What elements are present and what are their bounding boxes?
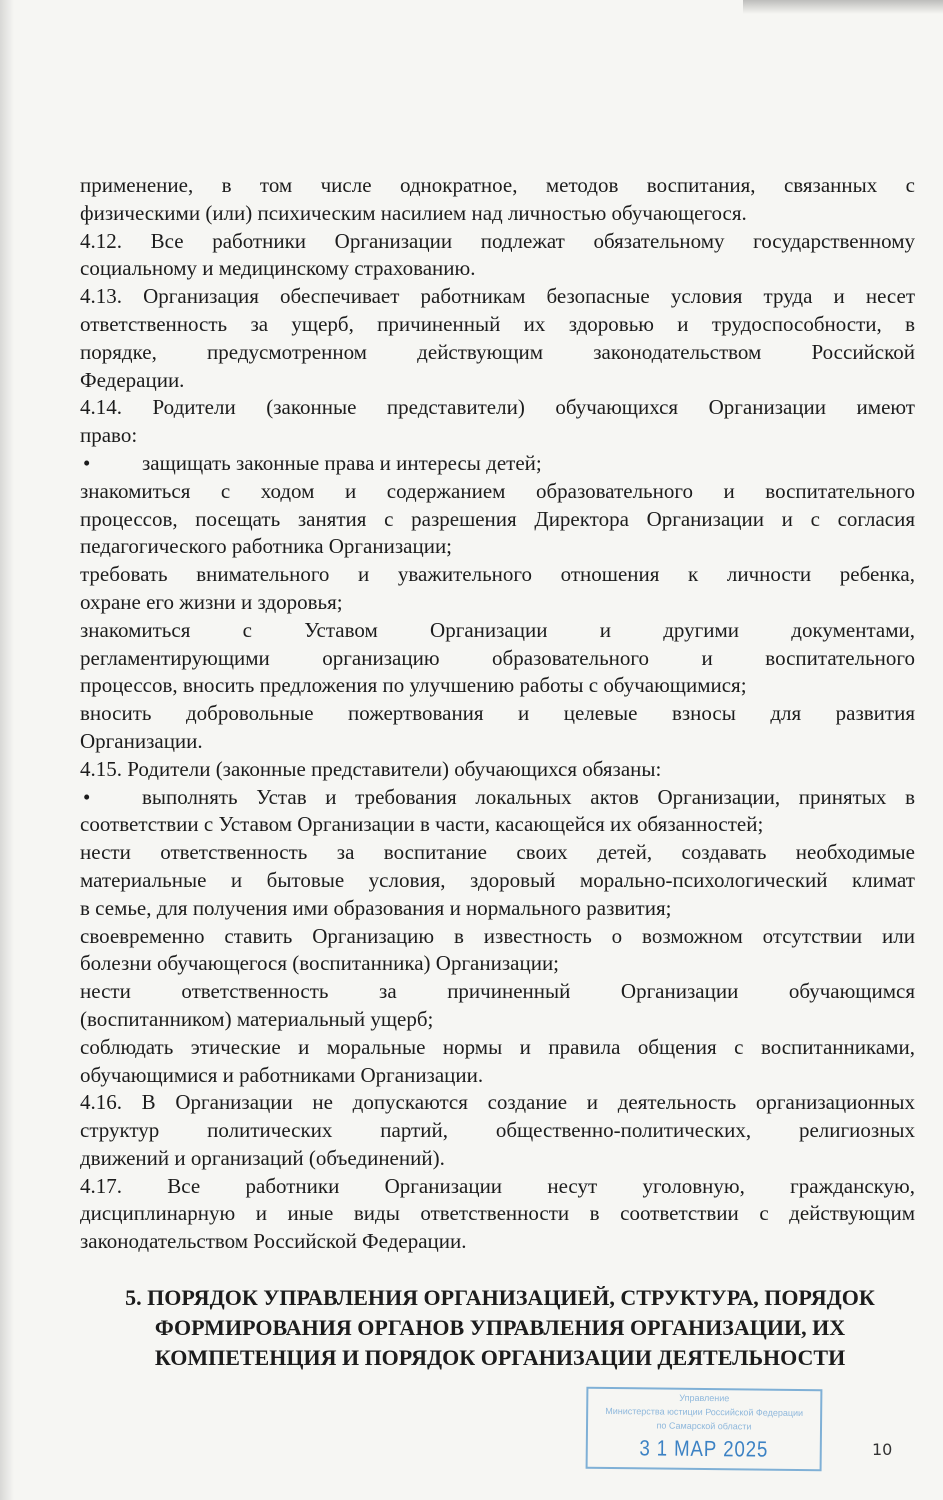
text-line: педагогического работника Организации; (80, 534, 453, 559)
scan-edge-shadow (0, 0, 14, 1500)
text-line: Организации. (80, 728, 203, 753)
text-line: применение, в том числе однократное, методов воспитания, связанных с (80, 173, 915, 197)
text-line: в семье, для получения ими образования и нормального развития; (80, 895, 672, 920)
paragraph (80, 172, 915, 228)
text-line: требовать внимательного и уважительного отношения к личности ребенка, (80, 562, 915, 587)
text-line: 4.17. Все работники Организации несут уголовную, гражданскую, (80, 1173, 915, 1198)
text-line: соблюдать этические и моральные нормы и правила общения с воспитанниками, (80, 1034, 915, 1059)
text-line: процессов, вносить предложения по улучшению работы с обучающимися; (80, 673, 747, 698)
paragraph (80, 978, 915, 1034)
paragraph (80, 839, 915, 922)
bullet-text: выполнять Устав и требования локальных актов Организации, принятых в (142, 784, 915, 809)
text-line: ответственность за ущерб, причиненный их здоровью и трудоспособности, в (80, 311, 915, 336)
paragraph (80, 923, 915, 979)
paragraph (80, 478, 915, 561)
scan-top-shadow (743, 0, 943, 14)
text-line: порядке, предусмотренном действующим законодательством Российской (80, 339, 915, 364)
registration-stamp (586, 1387, 823, 1471)
paragraph (80, 1034, 915, 1090)
paragraph (80, 1089, 915, 1172)
text-line: процессов, посещать занятия с разрешения Директора Организации и с согласия (80, 506, 915, 531)
text-line: (воспитанником) материальный ущерб; (80, 1006, 434, 1031)
text-line: охране его жизни и здоровья; (80, 589, 343, 614)
text-line: болезни обучающегося (воспитанника) Организации; (80, 951, 560, 976)
text-line: право: (80, 423, 138, 448)
text-line: структур политических партий, общественно-политических, религиозных (80, 1118, 915, 1143)
text-line: 4.16. В Организации не допускаются создание и деятельность организационных (80, 1090, 915, 1115)
section-heading (60, 1283, 940, 1373)
text-line (80, 784, 915, 812)
paragraph (80, 1173, 915, 1256)
paragraph (80, 228, 915, 284)
text-line: нести ответственность за воспитание своих детей, создавать необходимые (80, 840, 915, 865)
text-line: движений и организаций (объединений). (80, 1145, 445, 1170)
stamp-line: по Самарской области (656, 1420, 752, 1432)
bullet-icon: • (83, 784, 91, 809)
text-line: 4.14. Родители (законные представители) обучающихся Организации имеют (80, 395, 915, 420)
page-number: 10 (872, 1440, 893, 1459)
paragraph (80, 283, 915, 394)
text-line: знакомиться с Уставом Организации и другими документами, (80, 617, 915, 642)
stamp-line: Министерства юстиции Российской Федерации (605, 1405, 804, 1419)
text-line: физическими (или) психическим насилием над личностью обучающегося. (80, 200, 747, 225)
bullet-item (80, 450, 915, 478)
text-line: Федерации. (80, 367, 185, 392)
stamp-line: Управление (679, 1392, 730, 1404)
stamp-date: 3 1 МАР 2025 (639, 1435, 769, 1462)
text-line: 4.12. Все работники Организации подлежат обязательному государственному (80, 228, 915, 253)
text-line: регламентирующими организацию образовательного и воспитательного (80, 645, 915, 670)
paragraph (80, 700, 915, 756)
text-line: 4.15. Родители (законные представители) обучающихся обязаны: (80, 756, 662, 781)
heading-line: ФОРМИРОВАНИЯ ОРГАНОВ УПРАВЛЕНИЯ ОРГАНИЗАЦИИ, ИХ (154, 1315, 846, 1340)
text-line: дисциплинарную и иные виды ответственности в соответствии с действующим (80, 1201, 915, 1226)
paragraph (80, 617, 915, 700)
body-text (80, 172, 915, 1256)
text-line: социальному и медицинскому страхованию. (80, 256, 476, 281)
text-line: обучающимися и работниками Организации. (80, 1062, 484, 1087)
text-line: материальные и бытовые условия, здоровый морально-психологический климат (80, 867, 915, 892)
text-line: вносить добровольные пожертвования и целевые взносы для развития (80, 701, 915, 726)
heading-line: КОМПЕТЕНЦИЯ И ПОРЯДОК ОРГАНИЗАЦИИ ДЕЯТЕЛЬНОСТИ (154, 1345, 846, 1370)
bullet-item (80, 784, 915, 840)
text-line: знакомиться с ходом и содержанием образовательного и воспитательного (80, 478, 915, 503)
text-line: соответствии с Уставом Организации в части, касающейся их обязанностей; (80, 812, 764, 837)
bullet-text: защищать законные права и интересы детей; (142, 450, 542, 475)
paragraph (80, 561, 915, 617)
heading-line: 5. ПОРЯДОК УПРАВЛЕНИЯ ОРГАНИЗАЦИЕЙ, СТРУКТУРА, ПОРЯДОК (125, 1285, 875, 1310)
bullet-icon: • (83, 450, 91, 475)
text-line: законодательством Российской Федерации. (80, 1229, 467, 1254)
text-line: нести ответственность за причиненный Организации обучающимся (80, 979, 915, 1004)
text-line (80, 450, 915, 478)
paragraph (80, 394, 915, 450)
text-line: своевременно ставить Организацию в известность о возможном отсутствии или (80, 923, 915, 948)
paragraph (80, 756, 915, 784)
text-line: 4.13. Организация обеспечивает работникам безопасные условия труда и несет (80, 284, 915, 309)
